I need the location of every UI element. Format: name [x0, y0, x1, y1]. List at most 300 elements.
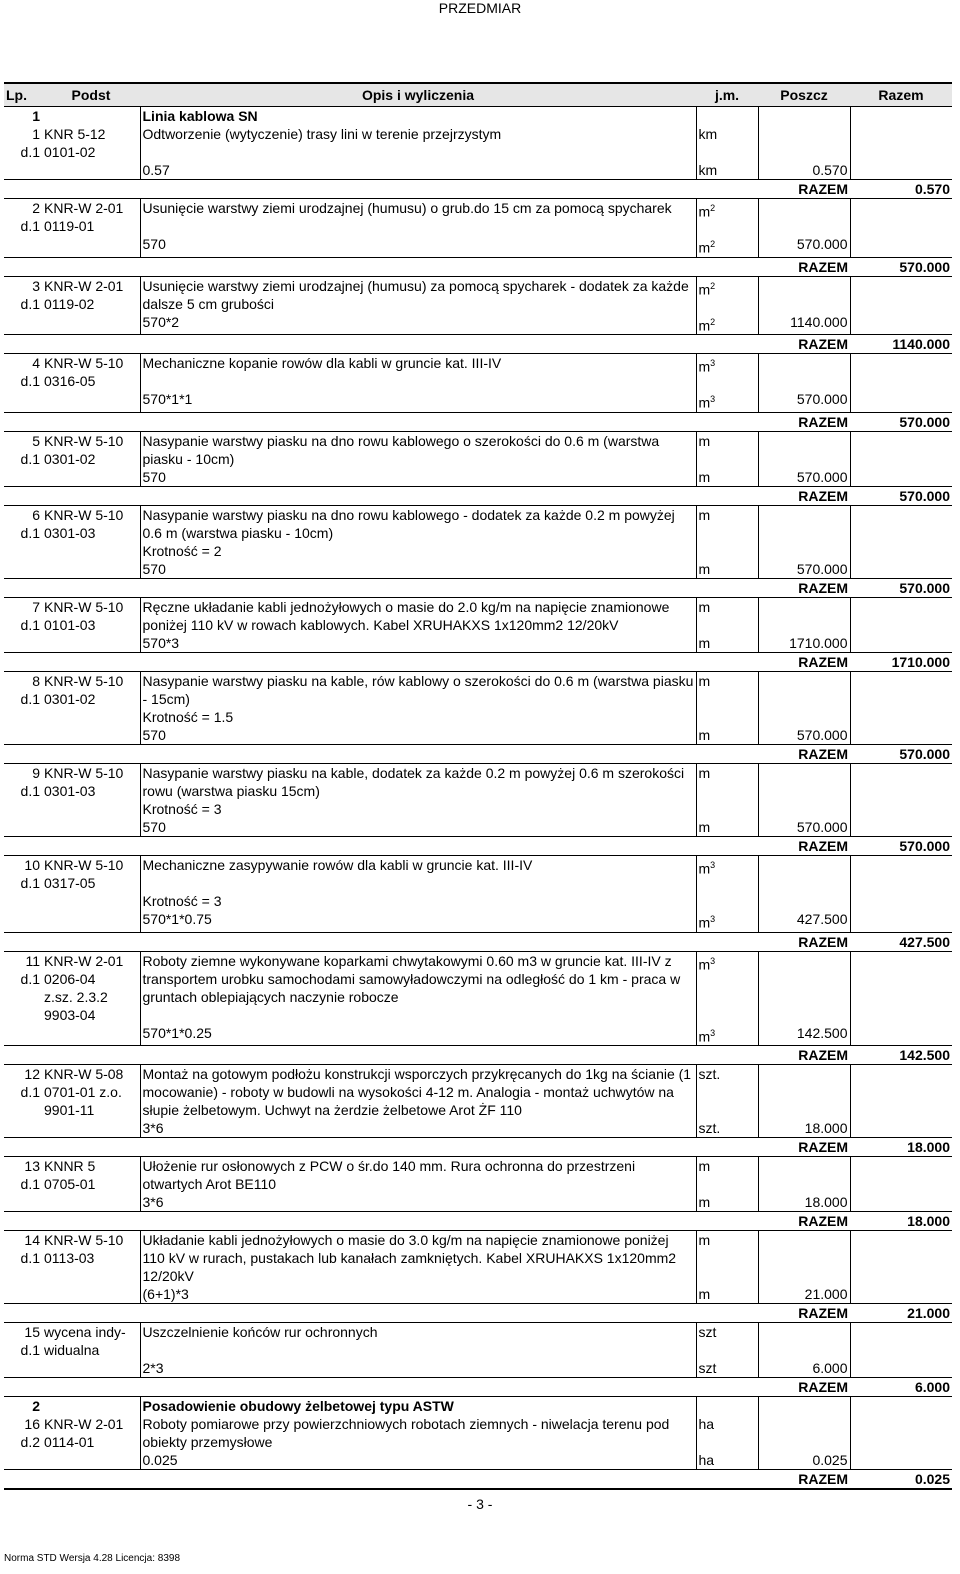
razem-label: RAZEM — [758, 578, 850, 597]
item-description: Usunięcie warstwy ziemi urodzajnej (humusu) o grub.do 15 cm za pomocą spycharek — [140, 199, 696, 236]
razem-row — [4, 578, 952, 597]
item-poszcz — [758, 951, 850, 1024]
item-razem — [850, 199, 952, 236]
razem-row — [4, 836, 952, 855]
item-unit: m — [696, 1157, 758, 1194]
calc-value: 570.000 — [758, 390, 850, 412]
razem-total: 0.025 — [850, 1470, 952, 1490]
calc-unit: m — [696, 468, 758, 487]
item-razem — [850, 1231, 952, 1286]
razem-row — [4, 1212, 952, 1231]
item-description: Układanie kabli jednożyłowych o masie do 3.0 kg/m na napięcie znamionowe poniżej 110 kV w rurach, pustakach lub kanałach zamkniętych. Kabel XRUHAKXS 1x120mm2 12/20kV — [140, 1231, 696, 1286]
section-title: Linia kablowa SN — [140, 107, 696, 126]
table-header-row — [4, 83, 952, 107]
razem-label: RAZEM — [758, 335, 850, 354]
calc-unit: $m^2$ — [696, 313, 758, 335]
item-basis-line: 0301-03 — [44, 782, 96, 799]
calc-value: 21.000 — [758, 1285, 850, 1304]
calc-value: 142.500 — [758, 1024, 850, 1046]
calc-unit: $m^2$ — [696, 235, 758, 257]
razem-podst — [42, 932, 140, 951]
item-poszcz — [758, 1323, 850, 1360]
item-basis-line: 0301-03 — [44, 524, 96, 541]
calc-lp — [4, 235, 42, 257]
item-unit: m — [696, 763, 758, 800]
item-row — [4, 354, 952, 391]
calc-unit: szt. — [696, 1119, 758, 1138]
item-razem — [850, 1157, 952, 1194]
calc-razem — [850, 468, 952, 487]
razem-jm — [696, 1212, 758, 1231]
item-basis-line: 0301-02 — [44, 690, 96, 707]
calc-row — [4, 726, 952, 745]
item-lp: 4 — [32, 355, 40, 372]
calc-value: 0.025 — [758, 1451, 850, 1470]
razem-row — [4, 486, 952, 505]
item-unit: ha — [696, 1415, 758, 1451]
document-title: PRZEDMIAR — [438, 0, 522, 16]
calc-lp — [4, 313, 42, 335]
item-number — [4, 354, 42, 391]
item-lp: 6 — [32, 506, 40, 523]
item-basis — [42, 354, 140, 391]
item-poszcz — [758, 1157, 850, 1194]
item-razem — [850, 1415, 952, 1451]
calc-lp — [4, 1193, 42, 1212]
item-unit: m — [696, 431, 758, 468]
razem-desc — [140, 180, 696, 199]
item-unit: m — [696, 1231, 758, 1286]
razem-podst — [42, 180, 140, 199]
item-lp: 12 — [24, 1066, 40, 1083]
calc-razem — [850, 161, 952, 180]
item-description: Nasypanie warstwy piasku na kable, dodatek za każde 0.2 m powyżej 0.6 m szerokości rowu (warstwa piasku 15cm) — [140, 763, 696, 800]
item-number — [4, 1157, 42, 1194]
item-unit: $m^3$ — [696, 354, 758, 391]
razem-desc — [140, 486, 696, 505]
razem-podst — [42, 335, 140, 354]
calc-podst — [42, 560, 140, 579]
col-header-podst: Podst — [42, 83, 140, 107]
razem-label: RAZEM — [758, 744, 850, 763]
calc-unit: ha — [696, 1451, 758, 1470]
calc-unit: km — [696, 161, 758, 180]
calc-lp — [4, 161, 42, 180]
razem-total: 6.000 — [850, 1378, 952, 1397]
calc-lp — [4, 1359, 42, 1378]
calc-razem — [850, 1193, 952, 1212]
razem-label: RAZEM — [758, 1138, 850, 1157]
item-lp-section: d.1 — [20, 782, 40, 799]
razem-podst — [42, 652, 140, 671]
calc-value: 570.000 — [758, 235, 850, 257]
calc-unit: m — [696, 560, 758, 579]
calc-razem — [850, 1451, 952, 1470]
item-row — [4, 855, 952, 892]
item-basis-line: 0119-01 — [44, 218, 95, 234]
item-description: Nasypanie warstwy piasku na dno rowu kablowego o szerokości do 0.6 m (warstwa piasku - 10cm) — [140, 431, 696, 468]
item-basis-line: 0301-02 — [44, 450, 96, 467]
razem-jm — [696, 1470, 758, 1490]
calc-lp — [4, 1024, 42, 1046]
razem-total: 1140.000 — [850, 335, 952, 354]
calc-expression: Krotność = 1.5 — [140, 708, 696, 726]
calc-value: 6.000 — [758, 1359, 850, 1378]
razem-podst — [42, 486, 140, 505]
calc-row — [4, 1024, 952, 1046]
calc-expression: 570*1*0.75 — [140, 910, 696, 932]
calc-razem — [850, 910, 952, 932]
razem-jm — [696, 1046, 758, 1065]
item-lp: 13 — [24, 1158, 40, 1175]
calc-podst — [42, 708, 140, 726]
calc-value: 1710.000 — [758, 634, 850, 653]
item-unit: m — [696, 505, 758, 542]
item-basis — [42, 855, 140, 892]
section-poszcz — [758, 107, 850, 126]
calc-podst — [42, 1359, 140, 1378]
razem-podst — [42, 1046, 140, 1065]
razem-desc — [140, 1378, 696, 1397]
item-description: Mechaniczne kopanie rowów dla kabli w gruncie kat. III-IV — [140, 354, 696, 391]
razem-podst — [42, 578, 140, 597]
item-unit: szt — [696, 1323, 758, 1360]
calc-lp — [4, 1119, 42, 1138]
calc-expression: (6+1)*3 — [140, 1285, 696, 1304]
footer-license: Norma STD Wersja 4.28 Licencja: 8398 — [4, 1553, 181, 1564]
table-body — [4, 107, 952, 1490]
razem-desc — [140, 744, 696, 763]
razem-jm — [696, 836, 758, 855]
item-number — [4, 671, 42, 708]
razem-total: 0.570 — [850, 180, 952, 199]
razem-desc — [140, 932, 696, 951]
item-lp-section: d.1 — [20, 144, 40, 160]
item-basis — [42, 199, 140, 236]
item-lp: 7 — [32, 598, 40, 615]
col-header-opis: Opis i wyliczenia — [140, 83, 696, 107]
razem-desc — [140, 335, 696, 354]
item-lp: 2 — [32, 200, 40, 216]
item-row — [4, 199, 952, 236]
item-razem — [850, 671, 952, 708]
calc-podst — [42, 634, 140, 653]
calc-row — [4, 1119, 952, 1138]
item-poszcz — [758, 1065, 850, 1120]
item-description: Odtworzenie (wytyczenie) trasy lini w terenie przejrzystym — [140, 125, 696, 161]
calc-razem — [850, 542, 952, 560]
item-row — [4, 597, 952, 634]
calc-podst — [42, 910, 140, 932]
item-lp-section: d.1 — [20, 616, 40, 633]
section-title: Posadowienie obudowy żelbetowej typu ASTW — [140, 1397, 696, 1416]
razem-label: RAZEM — [758, 257, 850, 276]
item-lp-section: d.1 — [20, 450, 40, 467]
razem-row — [4, 1378, 952, 1397]
razem-row — [4, 1046, 952, 1065]
calc-lp — [4, 390, 42, 412]
calc-podst — [42, 235, 140, 257]
section-razem — [850, 107, 952, 126]
calc-podst — [42, 1451, 140, 1470]
item-basis — [42, 1415, 140, 1451]
item-row — [4, 1157, 952, 1194]
razem-label: RAZEM — [758, 1212, 850, 1231]
razem-total: 570.000 — [850, 412, 952, 431]
item-lp-section: d.1 — [20, 1176, 40, 1193]
calc-value — [758, 800, 850, 818]
razem-lp — [4, 1378, 42, 1397]
razem-label: RAZEM — [758, 486, 850, 505]
section-razem — [850, 1397, 952, 1416]
razem-podst — [42, 836, 140, 855]
item-lp: 16 — [24, 1416, 40, 1433]
razem-desc — [140, 1470, 696, 1490]
razem-lp — [4, 486, 42, 505]
item-lp: 11 — [25, 952, 40, 969]
item-basis-line: 0705-01 — [44, 1176, 96, 1193]
item-lp: 10 — [24, 856, 40, 873]
razem-jm — [696, 335, 758, 354]
razem-podst — [42, 1212, 140, 1231]
item-number — [4, 1323, 42, 1360]
calc-razem — [850, 560, 952, 579]
item-row — [4, 951, 952, 1024]
item-lp-section: d.1 — [20, 874, 40, 891]
razem-row — [4, 932, 952, 951]
item-description: Nasypanie warstwy piasku na dno rowu kablowego - dodatek za każde 0.2 m powyżej 0.6 m (warstwa piasku - 10cm) — [140, 505, 696, 542]
item-basis-line: KNR-W 5-10 — [44, 764, 124, 781]
section-row — [4, 107, 952, 126]
item-poszcz — [758, 354, 850, 391]
razem-label: RAZEM — [758, 1378, 850, 1397]
item-poszcz — [758, 763, 850, 800]
item-description: Ułożenie rur osłonowych z PCW o śr.do 140 mm. Rura ochronna do przestrzeni otwartych Arot BE110 — [140, 1157, 696, 1194]
razem-desc — [140, 1304, 696, 1323]
item-lp-section: d.1 — [20, 373, 40, 390]
item-lp-section: d.1 — [20, 690, 40, 707]
razem-jm — [696, 180, 758, 199]
calc-expression: Krotność = 2 — [140, 542, 696, 560]
calc-value: 18.000 — [758, 1193, 850, 1212]
calc-podst — [42, 390, 140, 412]
razem-label: RAZEM — [758, 412, 850, 431]
item-poszcz — [758, 671, 850, 708]
item-basis-line: KNNR 5 — [44, 1158, 96, 1175]
calc-lp — [4, 542, 42, 560]
calc-unit — [696, 800, 758, 818]
item-basis-line: 0101-03 — [44, 616, 96, 633]
calc-row — [4, 313, 952, 335]
calc-row — [4, 161, 952, 180]
item-basis — [42, 431, 140, 468]
item-unit: $m^3$ — [696, 855, 758, 892]
calc-row — [4, 892, 952, 910]
item-razem — [850, 125, 952, 161]
razem-row — [4, 1304, 952, 1323]
item-number — [4, 1065, 42, 1120]
item-number — [4, 276, 42, 313]
calc-expression: 0.57 — [140, 161, 696, 180]
calc-value — [758, 708, 850, 726]
item-unit: m — [696, 597, 758, 634]
calc-podst — [42, 892, 140, 910]
calc-razem — [850, 313, 952, 335]
item-description: Roboty pomiarowe przy powierzchniowych robotach ziemnych - niwelacja terenu pod obiekty przemysłowe — [140, 1415, 696, 1451]
razem-desc — [140, 257, 696, 276]
section-number: 1 — [32, 108, 40, 124]
item-lp: 1 — [32, 126, 40, 142]
razem-podst — [42, 744, 140, 763]
razem-podst — [42, 1470, 140, 1490]
item-row — [4, 1231, 952, 1286]
item-row — [4, 1323, 952, 1360]
item-basis-line: 9901-11 — [44, 1102, 95, 1119]
calc-podst — [42, 1119, 140, 1138]
calc-razem — [850, 726, 952, 745]
razem-jm — [696, 486, 758, 505]
item-razem — [850, 597, 952, 634]
razem-lp — [4, 412, 42, 431]
razem-lp — [4, 1470, 42, 1490]
item-poszcz — [758, 431, 850, 468]
item-row — [4, 431, 952, 468]
razem-label: RAZEM — [758, 836, 850, 855]
calc-row — [4, 390, 952, 412]
item-lp: 9 — [32, 764, 40, 781]
calc-value: 18.000 — [758, 1119, 850, 1138]
item-basis-line: 0114-01 — [44, 1434, 95, 1451]
razem-desc — [140, 1046, 696, 1065]
item-basis — [42, 505, 140, 542]
razem-total: 21.000 — [850, 1304, 952, 1323]
item-razem — [850, 855, 952, 892]
item-row — [4, 1415, 952, 1451]
item-row — [4, 671, 952, 708]
razem-lp — [4, 744, 42, 763]
calc-unit: m — [696, 818, 758, 837]
calc-expression: Krotność = 3 — [140, 892, 696, 910]
calc-expression: 570 — [140, 726, 696, 745]
razem-jm — [696, 1138, 758, 1157]
calc-expression: 570*1*1 — [140, 390, 696, 412]
calc-razem — [850, 1024, 952, 1046]
section-number: 2 — [32, 1398, 40, 1415]
calc-value: 570.000 — [758, 560, 850, 579]
calc-podst — [42, 468, 140, 487]
calc-value: 570.000 — [758, 468, 850, 487]
item-poszcz — [758, 1415, 850, 1451]
item-basis-line: KNR-W 5-10 — [44, 1232, 124, 1249]
calc-expression: Krotność = 3 — [140, 800, 696, 818]
item-number — [4, 951, 42, 1024]
item-poszcz — [758, 855, 850, 892]
calc-podst — [42, 1193, 140, 1212]
razem-row — [4, 180, 952, 199]
razem-lp — [4, 836, 42, 855]
item-description: Uszczelnienie końców rur ochronnych — [140, 1323, 696, 1360]
item-basis-line: 0206-04 — [44, 970, 96, 987]
razem-row — [4, 412, 952, 431]
item-basis — [42, 763, 140, 800]
razem-total: 18.000 — [850, 1212, 952, 1231]
item-number — [4, 1231, 42, 1286]
item-poszcz — [758, 1231, 850, 1286]
razem-desc — [140, 836, 696, 855]
razem-lp — [4, 1212, 42, 1231]
calc-unit — [696, 708, 758, 726]
calc-row — [4, 235, 952, 257]
item-lp-section: d.1 — [20, 524, 40, 541]
item-poszcz — [758, 597, 850, 634]
razem-lp — [4, 335, 42, 354]
razem-lp — [4, 578, 42, 597]
razem-podst — [42, 1378, 140, 1397]
section-row — [4, 1397, 952, 1416]
item-lp-section: d.1 — [20, 218, 40, 234]
item-basis — [42, 1231, 140, 1286]
calc-lp — [4, 468, 42, 487]
item-description: Montaż na gotowym podłożu konstrukcji wsporczych przykręcanych do 1kg na ścianie (1 mocowanie) - roboty w budowli na wysokości 4-12 m. Analogia - montaż uchwytów na słupie żelbetowym. Uchwyt na żerdzie żelbetowe Arot ŻF 110 — [140, 1065, 696, 1120]
calc-lp — [4, 1285, 42, 1304]
col-header-lp: Lp. — [4, 83, 42, 107]
item-basis — [42, 951, 140, 1024]
item-poszcz — [758, 199, 850, 236]
razem-total: 570.000 — [850, 486, 952, 505]
item-row — [4, 125, 952, 161]
item-lp: 3 — [32, 277, 40, 294]
razem-jm — [696, 652, 758, 671]
item-basis — [42, 125, 140, 161]
calc-expression: 0.025 — [140, 1451, 696, 1470]
item-basis — [42, 1065, 140, 1120]
calc-unit: $m^3$ — [696, 1024, 758, 1046]
calc-value: 0.570 — [758, 161, 850, 180]
razem-label: RAZEM — [758, 1304, 850, 1323]
calc-row — [4, 1285, 952, 1304]
col-header-razem: Razem — [850, 83, 952, 107]
razem-desc — [140, 652, 696, 671]
calc-lp — [4, 818, 42, 837]
calc-expression: 570*2 — [140, 313, 696, 335]
razem-row — [4, 1138, 952, 1157]
item-basis-line: KNR-W 2-01 — [44, 277, 124, 294]
razem-jm — [696, 1378, 758, 1397]
calc-unit: m — [696, 726, 758, 745]
calc-unit: $m^3$ — [696, 910, 758, 932]
razem-desc — [140, 412, 696, 431]
item-basis-line: KNR-W 5-10 — [44, 506, 124, 523]
razem-row — [4, 652, 952, 671]
calc-expression: 570*3 — [140, 634, 696, 653]
item-basis-line: 9903-04 — [44, 1006, 96, 1023]
calc-lp — [4, 634, 42, 653]
calc-value: 570.000 — [758, 818, 850, 837]
item-razem — [850, 505, 952, 542]
section-jm — [696, 1397, 758, 1416]
razem-podst — [42, 1304, 140, 1323]
item-number — [4, 763, 42, 800]
razem-lp — [4, 257, 42, 276]
item-lp-section: d.2 — [20, 1434, 40, 1451]
razem-total: 1710.000 — [850, 652, 952, 671]
razem-jm — [696, 744, 758, 763]
calc-row — [4, 708, 952, 726]
razem-jm — [696, 578, 758, 597]
razem-row — [4, 1470, 952, 1490]
razem-row — [4, 744, 952, 763]
calc-row — [4, 1193, 952, 1212]
